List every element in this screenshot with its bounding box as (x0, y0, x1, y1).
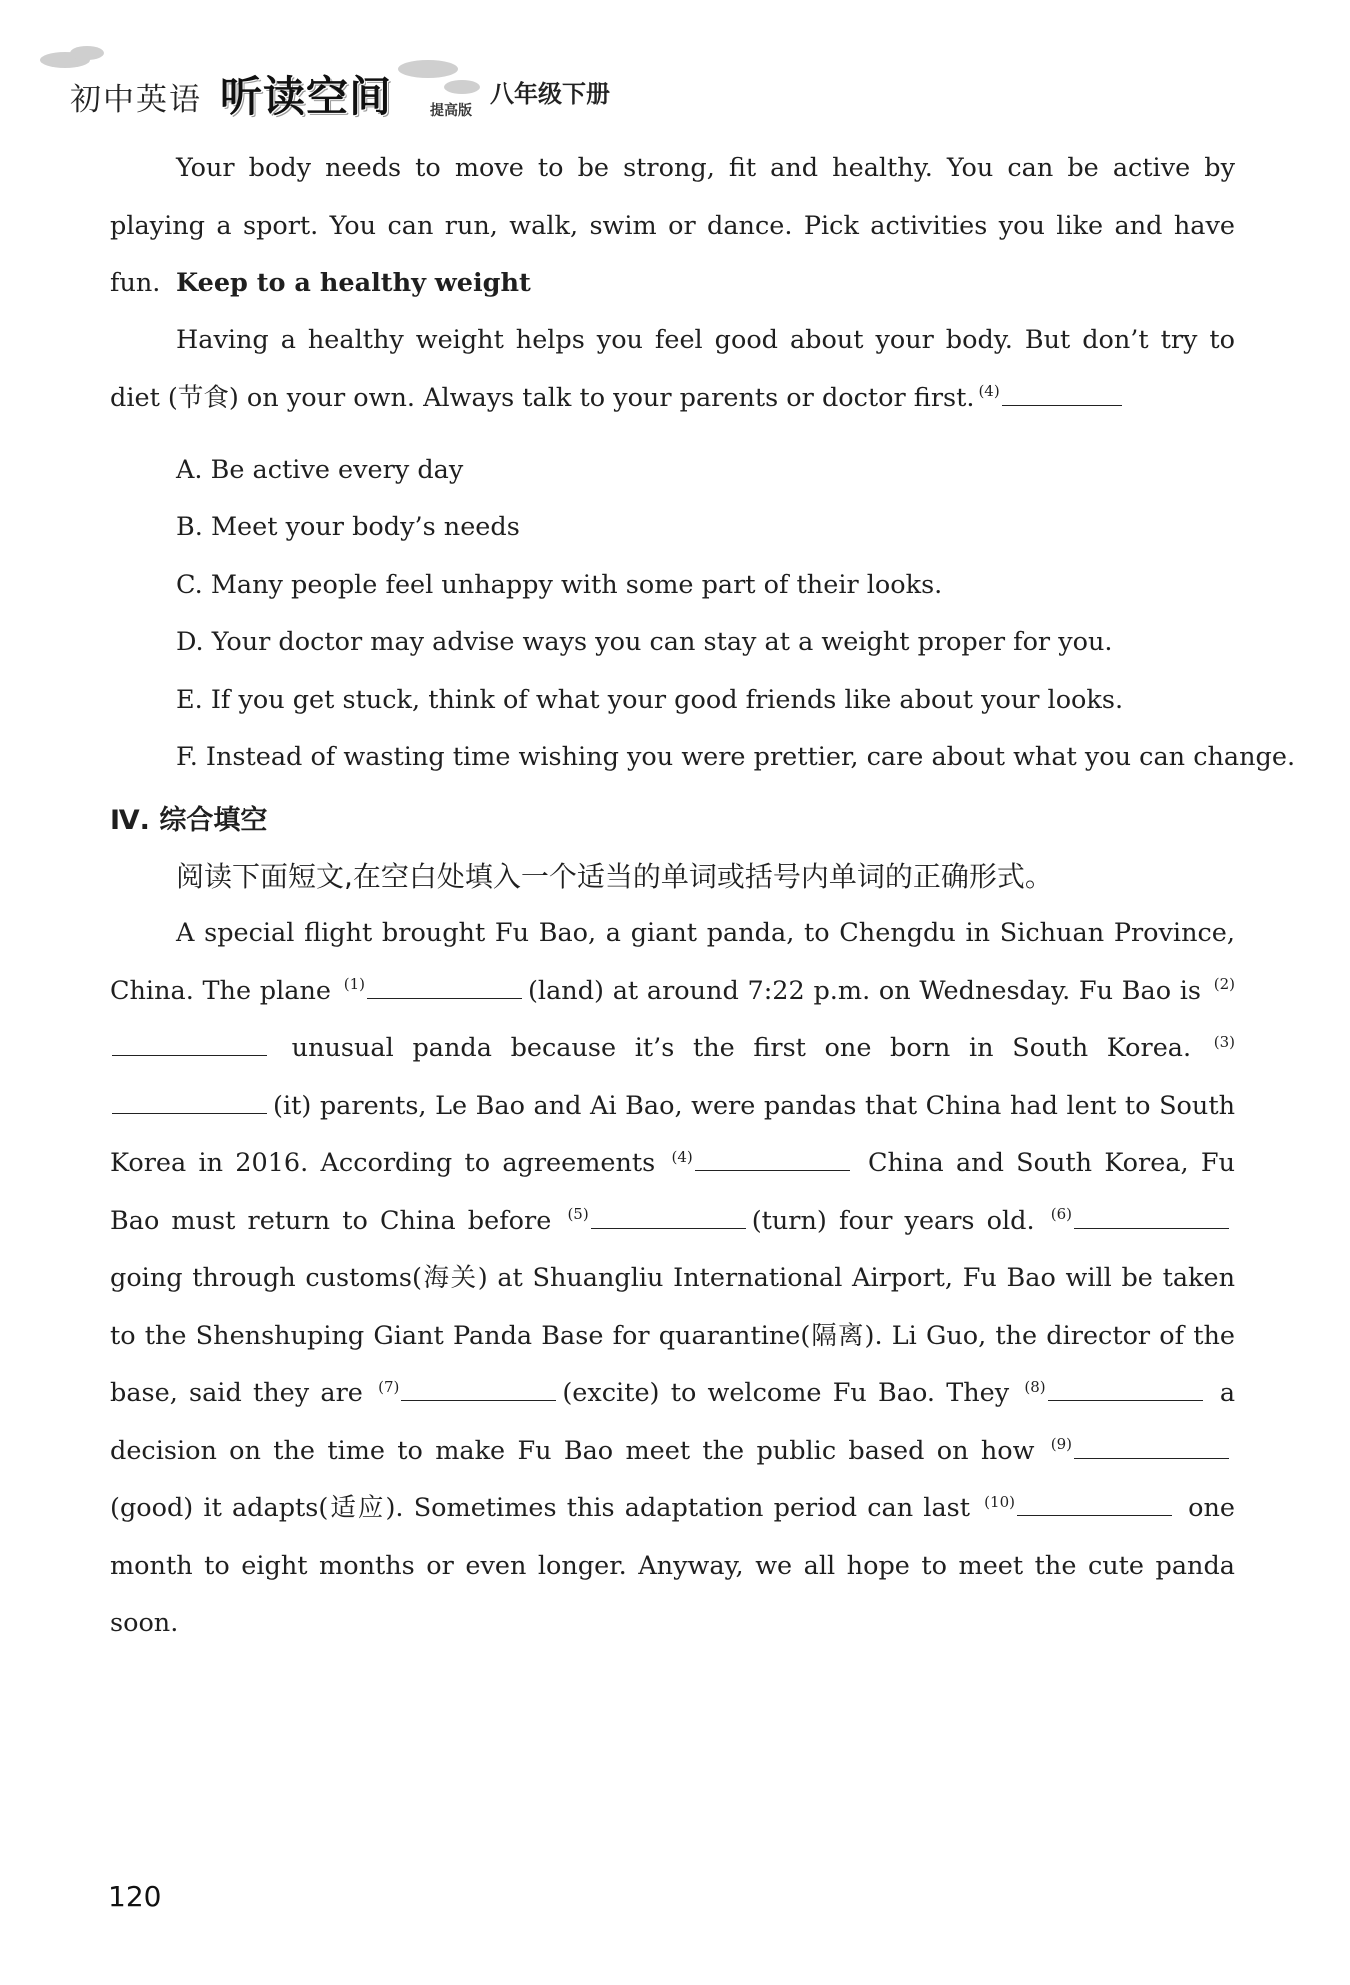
book-series-name: 初中英语 (70, 82, 202, 118)
blank-number: (4) (978, 382, 1000, 400)
cloud-decoration-icon (70, 46, 104, 60)
option-f: F. Instead of wasting time wishing you were prettier, care about what you can change. (176, 742, 1296, 772)
answer-blank-5[interactable] (591, 1208, 746, 1229)
blank-number: (2) (1213, 975, 1236, 993)
paragraph-weight-text: Having a healthy weight helps you feel good about your body. But don’t try to diet (节食) on your own. Always talk to your parents or doctor first. (110, 325, 1235, 413)
option-b: B. Meet your body’s needs (176, 512, 520, 542)
cloze-text: (it) parents, Le Bao and Ai Bao, were pandas that China had lent to South Korea in 2016. According to agreements (110, 1090, 1235, 1178)
cloze-passage (110, 905, 1235, 1653)
cloud-decoration-icon (398, 60, 458, 78)
subheading-healthy-weight: Keep to a healthy weight (176, 268, 531, 298)
blank-number: (8) (1024, 1377, 1046, 1396)
cloze-text: (excite) to welcome Fu Bao. They (562, 1378, 1010, 1408)
option-c: C. Many people feel unhappy with some part of their looks. (176, 570, 943, 600)
option-a: A. Be active every day (176, 455, 464, 485)
cloze-text: (good) it adapts(适应). Sometimes this adaptation period can last (110, 1493, 970, 1523)
cloze-text: a decision on the time to make Fu Bao meet the public based on how (110, 1378, 1236, 1466)
page-number: 120 (108, 1880, 162, 1913)
answer-blank-7[interactable] (401, 1380, 556, 1401)
blank-number: (5) (567, 1205, 589, 1223)
answer-blank-10[interactable] (1017, 1495, 1172, 1516)
option-e: E. If you get stuck, think of what your good friends like about your looks. (176, 685, 1124, 715)
answer-blank-2[interactable] (112, 1035, 267, 1056)
section-title: Ⅳ. 综合填空 (110, 805, 268, 836)
answer-blank-3[interactable] (112, 1093, 267, 1114)
blank-number: (9) (1050, 1435, 1073, 1453)
answer-blank-1[interactable] (367, 978, 522, 999)
cloud-decoration-icon (444, 80, 480, 94)
blank-number: (3) (1213, 1032, 1236, 1051)
book-header (60, 44, 760, 124)
cloze-text: (land) at around 7:22 p.m. on Wednesday. Fu Bao is (527, 975, 1202, 1006)
blank-number: (6) (1050, 1205, 1072, 1223)
book-title-logo: 听读空间 (220, 72, 393, 121)
book-edition: 提高版 (430, 103, 472, 119)
book-grade: 八年级下册 (490, 80, 610, 108)
option-d: D. Your doctor may advise ways you can stay at a weight proper for you. (176, 627, 1113, 657)
answer-blank-6[interactable] (1074, 1208, 1229, 1229)
cloze-text: going through customs(海关) at Shuangliu International Airport, Fu Bao will be taken to the Shenshuping Giant Panda Base for quarantine(隔离). Li Guo, the director of the base, said they are (110, 1263, 1235, 1408)
blank-number: (10) (984, 1492, 1015, 1511)
answer-blank[interactable] (1002, 385, 1122, 406)
cloze-text: A special flight brought Fu Bao, a giant panda, to Chengdu in Sichuan Province, China. The plane (110, 918, 1235, 1006)
cloze-text: unusual panda because it’s the first one born in South Korea. (291, 1033, 1192, 1063)
paragraph-weight (110, 312, 1235, 427)
cloze-text: China and South Korea, Fu Bao must return to China before (110, 1148, 1235, 1236)
cloze-text: one month to eight months or even longer. Anyway, we all hope to meet the cute panda soon. (110, 1493, 1236, 1638)
answer-blank-8[interactable] (1048, 1380, 1203, 1401)
answer-blank-4[interactable] (695, 1150, 850, 1171)
blank-number: (7) (378, 1377, 400, 1396)
paragraph-active: Your body needs to move to be strong, fit and healthy. You can be active by playing a sport. You can run, walk, swim or dance. Pick activities you like and have fun. (110, 153, 1235, 298)
blank-number: (1) (343, 975, 365, 993)
answer-blank-9[interactable] (1074, 1438, 1229, 1459)
blank-number: (4) (671, 1147, 693, 1166)
section-instruction: 阅读下面短文,在空白处填入一个适当的单词或括号内单词的正确形式。 (176, 860, 1053, 893)
cloze-text: (turn) four years old. (751, 1205, 1035, 1236)
